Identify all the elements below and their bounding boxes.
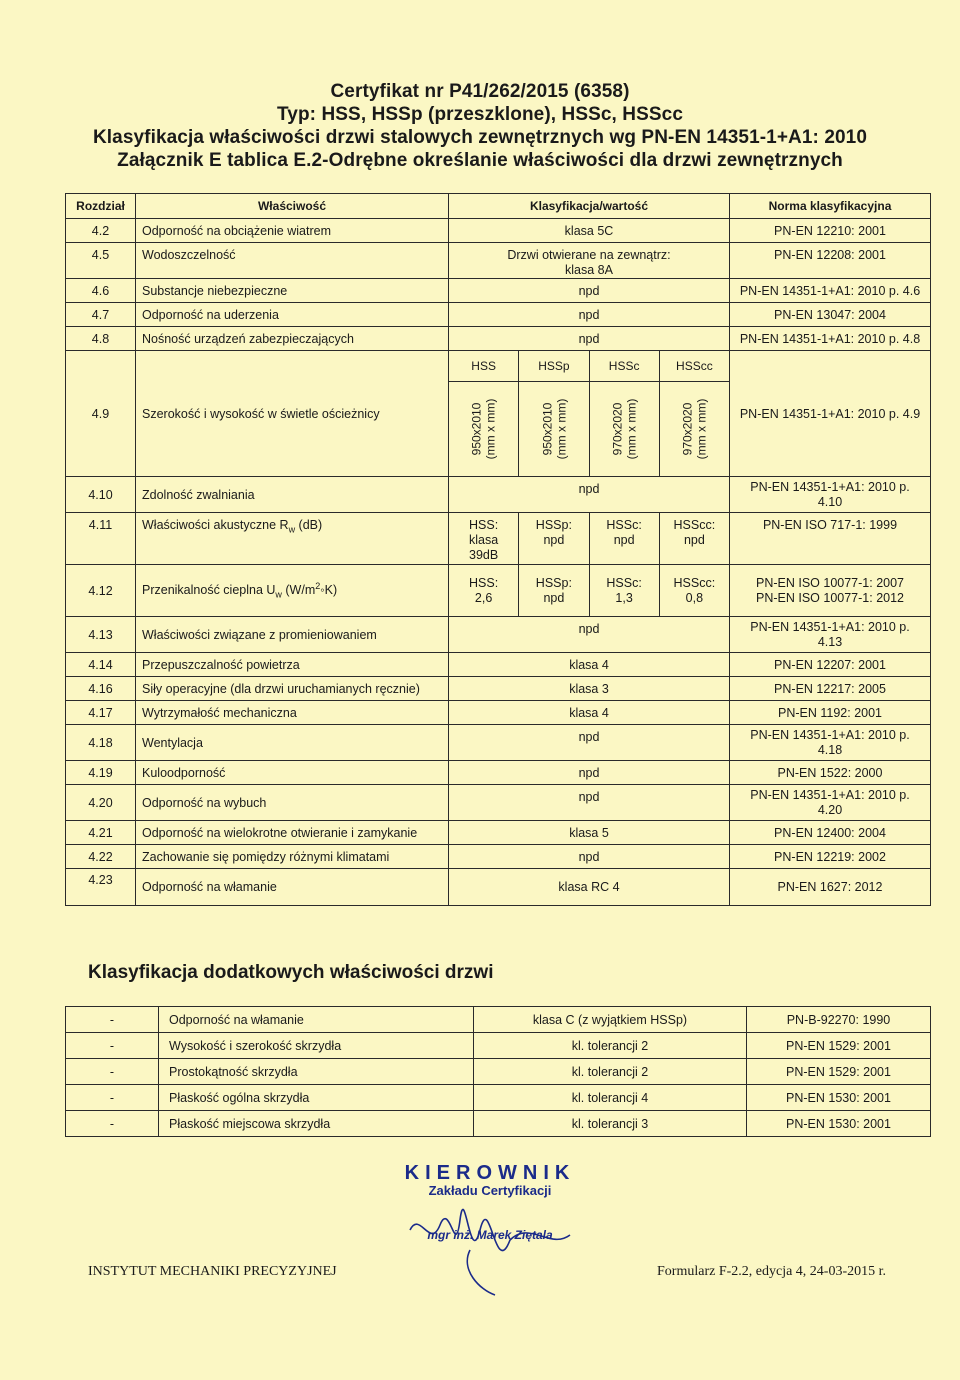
- table-row: [66, 279, 931, 303]
- row-property: Wentylacja: [136, 725, 449, 761]
- row-norm: PN-EN 12208: 2001: [730, 243, 931, 279]
- thermal-hssp: HSSp: npd: [519, 565, 589, 617]
- row-property: Wodoszczelność: [136, 243, 449, 279]
- type-hss: HSS: [449, 351, 519, 382]
- row-value: Drzwi otwierane na zewnątrz: klasa 8A: [449, 243, 730, 279]
- row-property: Szerokość i wysokość w świetle ościeżnicy: [136, 351, 449, 477]
- row-norm: PN-EN 14351-1+A1: 2010 p. 4.20: [730, 785, 931, 821]
- dim-hsscc: 970x2020 (mm x mm): [680, 398, 709, 460]
- row-section: 4.2: [66, 219, 136, 243]
- table-row: [66, 477, 931, 513]
- row-section: 4.9: [66, 351, 136, 477]
- row-property: Odporność na wybuch: [136, 785, 449, 821]
- row-dash: -: [66, 1033, 159, 1059]
- acoustic-hsscc: HSScc: npd: [659, 513, 729, 565]
- row-property: Odporność na wielokrotne otwieranie i zamykanie: [136, 821, 449, 845]
- dim-hssp: 950x2010 (mm x mm): [539, 398, 568, 460]
- row-section: 4.12: [66, 565, 136, 617]
- row-norm: PN-EN 1529: 2001: [747, 1059, 931, 1085]
- row-value: npd: [449, 725, 730, 761]
- thermal-hssc: HSSc: 1,3: [589, 565, 659, 617]
- official-stamp: [395, 1162, 585, 1242]
- row-value: klasa 5: [449, 821, 730, 845]
- row-value: klasa 3: [449, 677, 730, 701]
- classification-title: Klasyfikacja właściwości drzwi stalowych zewnętrznych wg PN-EN 14351-1+A1: 2010: [92, 127, 868, 148]
- acoustic-hssp: HSSp: npd: [519, 513, 589, 565]
- row-section: 4.10: [66, 477, 136, 513]
- table-row: [66, 1007, 931, 1033]
- row-property: Odporność na obciążenie wiatrem: [136, 219, 449, 243]
- table-row: [66, 653, 931, 677]
- row-property: Płaskość ogólna skrzydła: [159, 1085, 474, 1111]
- row-property: Przepuszczalność powietrza: [136, 653, 449, 677]
- table-row: [66, 845, 931, 869]
- dim-cell: [589, 382, 659, 477]
- row-property: [136, 565, 449, 617]
- row-value: kl. tolerancji 3: [474, 1111, 747, 1137]
- row-norm: PN-EN ISO 10077-1: 2007 PN-EN ISO 10077-1: 2012: [730, 565, 931, 617]
- row-value: klasa 4: [449, 701, 730, 725]
- row-dash: -: [66, 1085, 159, 1111]
- table-row: [66, 1033, 931, 1059]
- row-value: klasa RC 4: [449, 869, 730, 906]
- row-norm: PN-EN 14351-1+A1: 2010 p. 4.8: [730, 327, 931, 351]
- annex-title: Załącznik E tablica E.2-Odrębne określanie właściwości dla drzwi zewnętrznych: [117, 150, 843, 171]
- type-line: Typ: HSS, HSSp (przeszklone), HSSc, HSScc: [276, 104, 683, 125]
- header-norm: Norma klasyfikacyjna: [730, 194, 931, 219]
- row-norm: PN-EN 14351-1+A1: 2010 p. 4.18: [730, 725, 931, 761]
- row-section: 4.13: [66, 617, 136, 653]
- header-property: Właściwość: [136, 194, 449, 219]
- table-row: [66, 327, 931, 351]
- row-property: Zdolność zwalniania: [136, 477, 449, 513]
- table-header-row: [66, 194, 931, 219]
- acoustic-hss: HSS: klasa 39dB: [449, 513, 519, 565]
- type-hssc: HSSc: [589, 351, 659, 382]
- row-section: 4.7: [66, 303, 136, 327]
- row-norm: PN-EN 14351-1+A1: 2010 p. 4.9: [730, 351, 931, 477]
- row-property: Nośność urządzeń zabezpieczających: [136, 327, 449, 351]
- row-norm: PN-EN 12219: 2002: [730, 845, 931, 869]
- table-row: [66, 821, 931, 845]
- thermal-label: Przenikalność cieplna U: [142, 583, 276, 598]
- row-value: npd: [449, 761, 730, 785]
- document-header: [0, 80, 960, 172]
- table-row: [66, 513, 931, 565]
- row-norm: PN-EN 1529: 2001: [747, 1033, 931, 1059]
- row-property: Kuloodporność: [136, 761, 449, 785]
- row-section: 4.5: [66, 243, 136, 279]
- type-hsscc: HSScc: [659, 351, 729, 382]
- row-norm: PN-EN 12207: 2001: [730, 653, 931, 677]
- dim-hss: 950x2010 (mm x mm): [469, 398, 498, 460]
- row-property: Siły operacyjne (dla drzwi uruchamianych ręcznie): [136, 677, 449, 701]
- acoustic-unit: (dB): [295, 518, 323, 532]
- row-property: Płaskość miejscowa skrzydła: [159, 1111, 474, 1137]
- row-norm: PN-EN 1530: 2001: [747, 1111, 931, 1137]
- certificate-number: Certyfikat nr P41/262/2015 (6358): [330, 81, 630, 102]
- row-section: 4.20: [66, 785, 136, 821]
- row-dash: -: [66, 1059, 159, 1085]
- row-norm: PN-B-92270: 1990: [747, 1007, 931, 1033]
- extra-section-title: Klasyfikacja dodatkowych właściwości drzwi: [88, 962, 494, 983]
- row-property: Odporność na włamanie: [159, 1007, 474, 1033]
- header-section: Rozdział: [66, 194, 136, 219]
- table-row: [66, 303, 931, 327]
- stamp-signatory: mgr inż. Marek Ziętala: [427, 1228, 553, 1242]
- thermal-hss: HSS: 2,6: [449, 565, 519, 617]
- row-section: 4.18: [66, 725, 136, 761]
- row-property: Wytrzymałość mechaniczna: [136, 701, 449, 725]
- table-row: [66, 785, 931, 821]
- stamp-department: Zakładu Certyfikacji: [428, 1183, 552, 1198]
- row-value: klasa 4: [449, 653, 730, 677]
- row-value: npd: [449, 617, 730, 653]
- table-row: [66, 869, 931, 906]
- row-property: Wysokość i szerokość skrzydła: [159, 1033, 474, 1059]
- row-property: Substancje niebezpieczne: [136, 279, 449, 303]
- row-section: 4.11: [66, 513, 136, 565]
- row-value: kl. tolerancji 2: [474, 1033, 747, 1059]
- table-row-4-9: [66, 351, 931, 382]
- type-hssp: HSSp: [519, 351, 589, 382]
- row-norm: PN-EN 12210: 2001: [730, 219, 931, 243]
- row-section: 4.6: [66, 279, 136, 303]
- table-row: [66, 1059, 931, 1085]
- dim-hssc: 970x2020 (mm x mm): [610, 398, 639, 460]
- acoustic-sub: w: [288, 524, 296, 535]
- thermal-unit-a: (W/m: [281, 583, 316, 598]
- footer-form-id: Formularz F-2.2, edycja 4, 24-03-2015 r.: [657, 1264, 887, 1279]
- row-value: npd: [449, 303, 730, 327]
- dim-cell: [519, 382, 589, 477]
- properties-table: [65, 193, 931, 906]
- row-value: npd: [449, 327, 730, 351]
- table-row: [66, 1111, 931, 1137]
- row-value: klasa C (z wyjątkiem HSSp): [474, 1007, 747, 1033]
- dim-cell: [449, 382, 519, 477]
- stamp-title: KIEROWNIK: [404, 1162, 576, 1184]
- row-section: 4.16: [66, 677, 136, 701]
- row-section: 4.14: [66, 653, 136, 677]
- thermal-unit-b: ◦K): [320, 583, 338, 598]
- row-value: npd: [449, 845, 730, 869]
- row-property: Właściwości związane z promieniowaniem: [136, 617, 449, 653]
- table-row: [66, 725, 931, 761]
- row-norm: PN-EN ISO 717-1: 1999: [730, 513, 931, 565]
- row-value: kl. tolerancji 2: [474, 1059, 747, 1085]
- row-section: 4.17: [66, 701, 136, 725]
- thermal-sup: 2: [315, 581, 321, 592]
- row-section: 4.23: [66, 869, 136, 906]
- acoustic-label: Właściwości akustyczne R: [142, 518, 289, 532]
- row-norm: PN-EN 1192: 2001: [730, 701, 931, 725]
- row-property: [136, 513, 449, 565]
- row-section: 4.21: [66, 821, 136, 845]
- row-property: Prostokątność skrzydła: [159, 1059, 474, 1085]
- row-value: kl. tolerancji 4: [474, 1085, 747, 1111]
- row-norm: PN-EN 1627: 2012: [730, 869, 931, 906]
- acoustic-hssc: HSSc: npd: [589, 513, 659, 565]
- extra-properties-table: [65, 1006, 931, 1137]
- table-row: [66, 617, 931, 653]
- table-row: [66, 243, 931, 279]
- table-row: [66, 565, 931, 617]
- row-norm: PN-EN 14351-1+A1: 2010 p. 4.10: [730, 477, 931, 513]
- row-value: klasa 5C: [449, 219, 730, 243]
- row-norm: PN-EN 1530: 2001: [747, 1085, 931, 1111]
- row-property: Odporność na uderzenia: [136, 303, 449, 327]
- row-norm: PN-EN 14351-1+A1: 2010 p. 4.13: [730, 617, 931, 653]
- dim-cell: [659, 382, 729, 477]
- row-property: Zachowanie się pomiędzy różnymi klimatami: [136, 845, 449, 869]
- row-section: 4.19: [66, 761, 136, 785]
- row-norm: PN-EN 13047: 2004: [730, 303, 931, 327]
- thermal-hsscc: HSScc: 0,8: [659, 565, 729, 617]
- row-norm: PN-EN 14351-1+A1: 2010 p. 4.6: [730, 279, 931, 303]
- header-classification: Klasyfikacja/wartość: [449, 194, 730, 219]
- row-value: npd: [449, 279, 730, 303]
- row-norm: PN-EN 12400: 2004: [730, 821, 931, 845]
- table-row: [66, 219, 931, 243]
- row-dash: -: [66, 1111, 159, 1137]
- row-section: 4.8: [66, 327, 136, 351]
- table-row: [66, 677, 931, 701]
- row-value: npd: [449, 477, 730, 513]
- table-row: [66, 701, 931, 725]
- row-norm: PN-EN 1522: 2000: [730, 761, 931, 785]
- thermal-sub: w: [275, 589, 282, 600]
- table-row: [66, 1085, 931, 1111]
- row-section: 4.22: [66, 845, 136, 869]
- footer-institute: INSTYTUT MECHANIKI PRECYZYJNEJ: [88, 1264, 337, 1279]
- row-property: Odporność na włamanie: [136, 869, 449, 906]
- table-row: [66, 761, 931, 785]
- row-value: npd: [449, 785, 730, 821]
- row-dash: -: [66, 1007, 159, 1033]
- row-norm: PN-EN 12217: 2005: [730, 677, 931, 701]
